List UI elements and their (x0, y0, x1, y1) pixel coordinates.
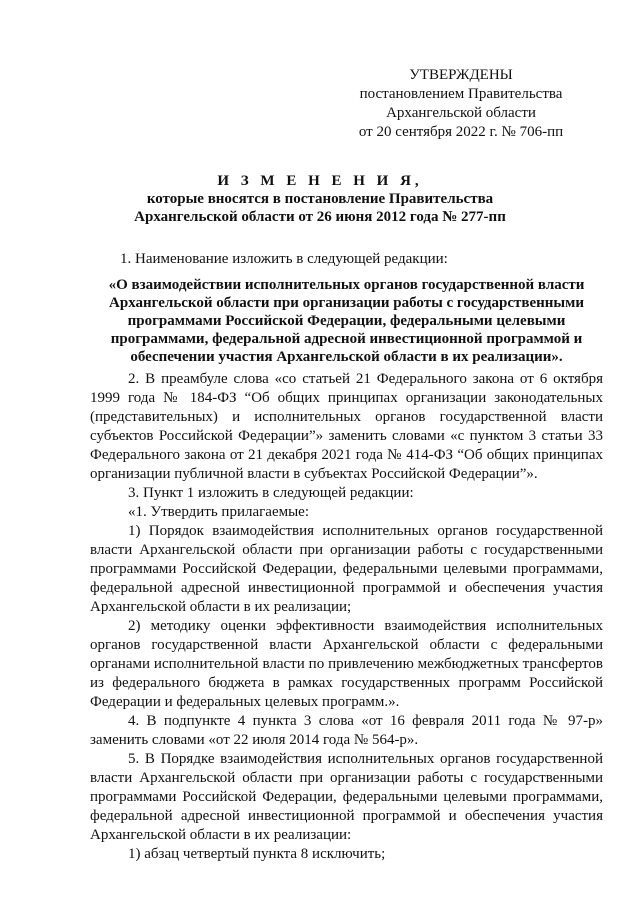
document-title: И З М Е Н Е Н И Я, (217, 173, 423, 189)
item-1-new-title: «О взаимодействии исполнительных органов государственной власти Архангельской области при организации работы с государственными программами Российской Федерации, федеральными целевыми программами, федеральной адресной инвестиционной программой и обеспечении участия Архангельской области в их реализации». (108, 277, 585, 365)
document-subtitle-line2: Архангельской области от 26 июня 2012 года № 277-пп (134, 209, 506, 225)
item-2: 2. В преамбуле слова «со статьей 21 Федерального закона от 6 октября 1999 года № 184-ФЗ “Об общих принципах организации законодательных (представительных) и исполнительных органов государственной власти субъектов Российской Федерации”» заменить словами «с пунктом 3 статьи 33 Федерального закона от 21 декабря 2021 года № 414-ФЗ “Об общих принципах организации публичной власти в субъектах Российской Федерации”». (90, 371, 603, 482)
approval-region: Архангельской области (386, 105, 536, 121)
approval-block (326, 66, 596, 142)
approval-by: постановлением Правительства (359, 86, 563, 102)
item-3-sub-1: 1) Порядок взаимодействия исполнительных органов государственной власти Архангельской области при организации работы с государственными программами Российской Федерации, федеральными целевыми программами, федеральной адресной инвестиционной программой и обеспечения участия Архангельской области в их реализации; (90, 523, 603, 615)
item-5-sub-1: 1) абзац четвертый пункта 8 исключить; (128, 846, 386, 862)
approval-date: от 20 сентября 2022 г. № 706-пп (358, 124, 564, 140)
item-1: 1. Наименование изложить в следующей редакции: (120, 251, 448, 267)
approval-status: УТВЕРЖДЕНЫ (409, 67, 513, 83)
document-subtitle-line1: которые вносятся в постановление Правительства (146, 191, 494, 207)
item-3-point-1: «1. Утвердить прилагаемые: (128, 504, 309, 520)
item-5: 5. В Порядке взаимодействия исполнительных органов государственной власти Архангельской области при организации работы с государственными программами Российской Федерации, федеральными целевыми программами, федеральной адресной инвестиционной программой и обеспечения участия Архангельской области в их реализации: (90, 751, 603, 843)
document-heading (60, 172, 580, 226)
item-3-sub-2: 2) методику оценки эффективности взаимодействия исполнительных органов государственной власти Архангельской области с федеральными органами исполнительной власти по привлечению межбюджетных трансфертов из федерального бюджета в рамках государственных программ Российской Федерации и федеральных целевых программ.». (90, 618, 603, 710)
item-3: 3. Пункт 1 изложить в следующей редакции: (128, 485, 414, 501)
document-body (90, 250, 603, 864)
item-4: 4. В подпункте 4 пункта 3 слова «от 16 февраля 2011 года № 97-р» заменить словами «от 22 июля 2014 года № 564-р». (90, 713, 603, 748)
